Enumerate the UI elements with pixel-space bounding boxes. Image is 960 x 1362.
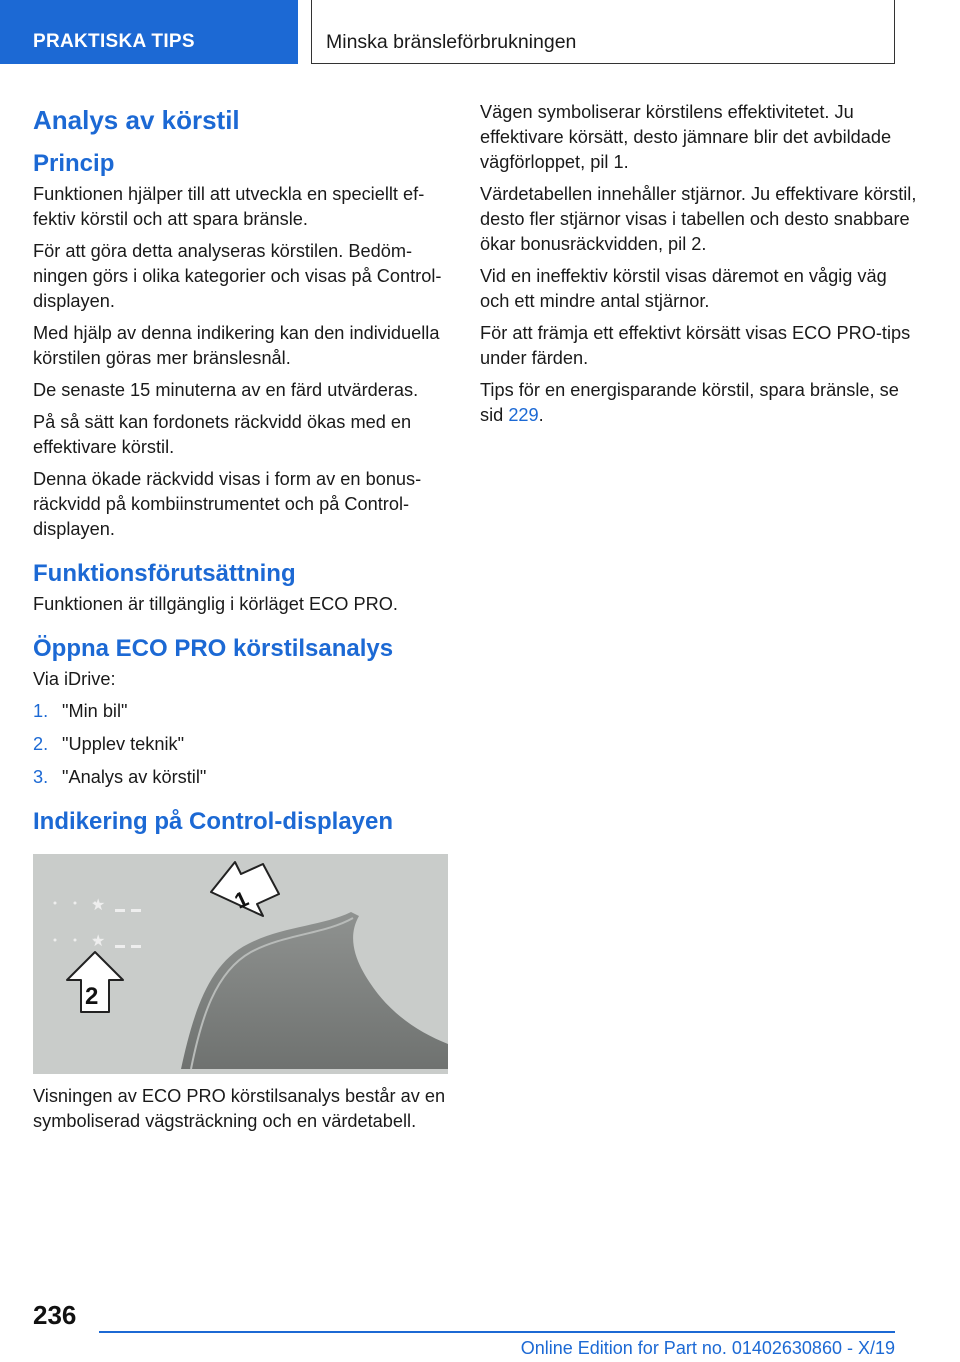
figure-caption: Visningen av ECO PRO körstilsanalys består av en symboliserad vägsträckning och en värdetabell. — [33, 1086, 446, 1132]
paragraph: På så sätt kan fordonets räckvidd ökas med en effektivare körstil. — [33, 411, 412, 457]
principle-heading: Princip — [33, 150, 115, 178]
list-item — [33, 765, 449, 790]
eco-pro-display-figure — [33, 854, 448, 1074]
footer-divider — [99, 1331, 895, 1333]
tips-end: . — [538, 405, 544, 425]
edition-text: Online Edition for Part no. 01402630860 - X/19 — [520, 1338, 895, 1358]
step-label: "Min bil" — [62, 700, 128, 721]
paragraph: Vägen symboliserar körstilens effektivitetet. Ju effektivare körsätt, desto jämnare blir det avbildade vägförloppet, pil 1. — [480, 102, 892, 172]
open-analysis-heading: Öppna ECO PRO körstilsanalys — [33, 634, 394, 662]
chapter-header — [311, 0, 895, 64]
tips-text: Tips för en energisparande körstil, spara bränsle, se sid — [480, 380, 899, 425]
paragraph: Med hjälp av denna indikering kan den individuella körstilen göras mer bränslesnål. — [33, 322, 440, 368]
step-number: 2. — [33, 733, 49, 754]
paragraph: För att främja ett effektivt körsätt visas ECO PRO-tips under färden. — [480, 323, 911, 368]
step-number: 3. — [33, 766, 49, 787]
arrow-2-label: 2 — [85, 983, 99, 1011]
left-column — [33, 100, 449, 1141]
step-label: "Analys av körstil" — [62, 766, 207, 787]
steps-list — [33, 699, 449, 790]
section-title: PRAKTISKA TIPS — [33, 31, 195, 52]
road-illustration — [33, 854, 448, 1074]
list-item — [33, 699, 449, 724]
requirement-heading: Funktionsförutsättning — [33, 559, 296, 587]
svg-text:★: ★ — [91, 931, 106, 951]
page-link[interactable]: 229 — [508, 405, 539, 425]
requirement-text: Funktionen är tillgänglig i körläget ECO PRO. — [33, 593, 398, 614]
display-heading: Indikering på Control-displayen — [33, 807, 394, 835]
paragraph: Värdetabellen innehåller stjärnor. Ju effektivare körstil, desto fler stjärnor visas i tabellen och desto snabbare ökar bonusräckvidden, pil 2. — [480, 184, 917, 254]
section-tab — [0, 0, 298, 64]
page-title: Analys av körstil — [33, 105, 240, 135]
open-intro: Via iDrive: — [33, 668, 116, 689]
step-label: "Upplev teknik" — [62, 733, 185, 754]
right-column — [480, 100, 920, 435]
arrow-1-label: 1 — [230, 886, 253, 915]
page-number: 236 — [33, 1300, 77, 1330]
paragraph: Funktionen hjälper till att utveckla en speciellt effektiv körstil och att spara bränsle. — [33, 183, 425, 229]
step-number: 1. — [33, 700, 49, 721]
chapter-title: Minska bränsleförbrukningen — [326, 31, 577, 53]
svg-text:★: ★ — [91, 895, 106, 915]
tips-paragraph — [480, 378, 920, 428]
list-item — [33, 732, 449, 757]
paragraph: Vid en ineffektiv körstil visas däremot en vågig väg och ett mindre antal stjärnor. — [480, 266, 887, 311]
paragraph: För att göra detta analyseras körstilen. Bedömningen görs i olika kategorier och visas på Control-displayen. — [33, 240, 442, 311]
paragraph: Denna ökade räckvidd visas i form av en bonusräckvidd på kombiinstrumentet och på Control-displayen. — [33, 468, 422, 539]
paragraph: De senaste 15 minuterna av en färd utvärderas. — [33, 379, 419, 400]
